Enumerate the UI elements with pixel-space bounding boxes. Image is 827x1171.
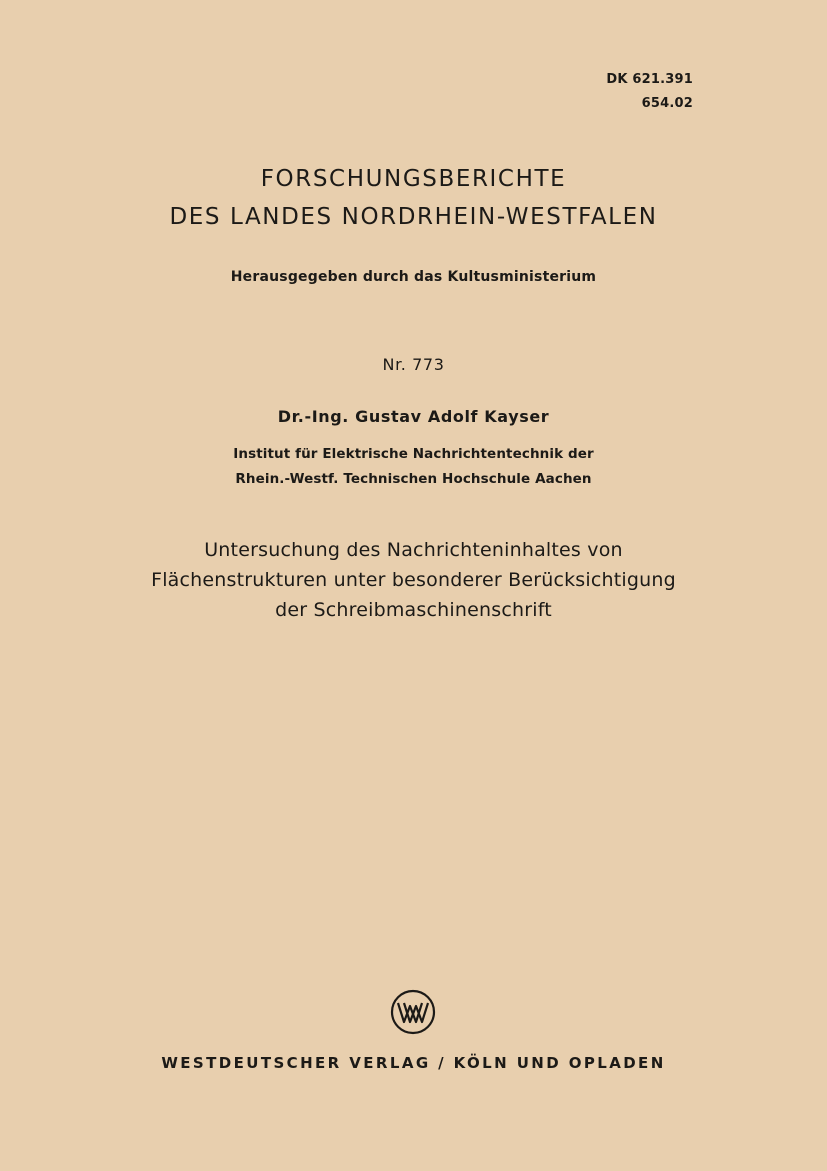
institute-line-2: Rhein.-Westf. Technischen Hochschule Aachen	[235, 471, 592, 487]
institute-affiliation	[0, 442, 827, 492]
classification-line-2: 654.02	[641, 96, 693, 111]
series-title-line-1: FORSCHUNGSBERICHTE	[260, 166, 567, 192]
book-title	[0, 535, 827, 625]
series-title-line-2: DES LANDES NORDRHEIN-WESTFALEN	[169, 204, 658, 230]
report-number: Nr. 773	[382, 355, 445, 374]
classification-number	[606, 68, 693, 116]
book-title-line-2: Flächenstrukturen unter besonderer Berücksichtigung	[151, 569, 676, 591]
book-title-line-3: der Schreibmaschinenschrift	[275, 599, 552, 621]
westdeutscher-verlag-logo-icon	[390, 989, 436, 1035]
editor-note: Herausgegeben durch das Kultusministerium	[230, 269, 597, 285]
classification-line-1: DK 621.391	[606, 72, 693, 87]
publisher-imprint: WESTDEUTSCHER VERLAG / KÖLN UND OPLADEN	[161, 1054, 666, 1072]
series-title	[0, 160, 827, 236]
book-title-line-1: Untersuchung des Nachrichteninhaltes von	[204, 539, 623, 561]
author-name: Dr.-Ing. Gustav Adolf Kayser	[277, 407, 550, 426]
institute-line-1: Institut für Elektrische Nachrichtentechnik der	[233, 446, 594, 462]
